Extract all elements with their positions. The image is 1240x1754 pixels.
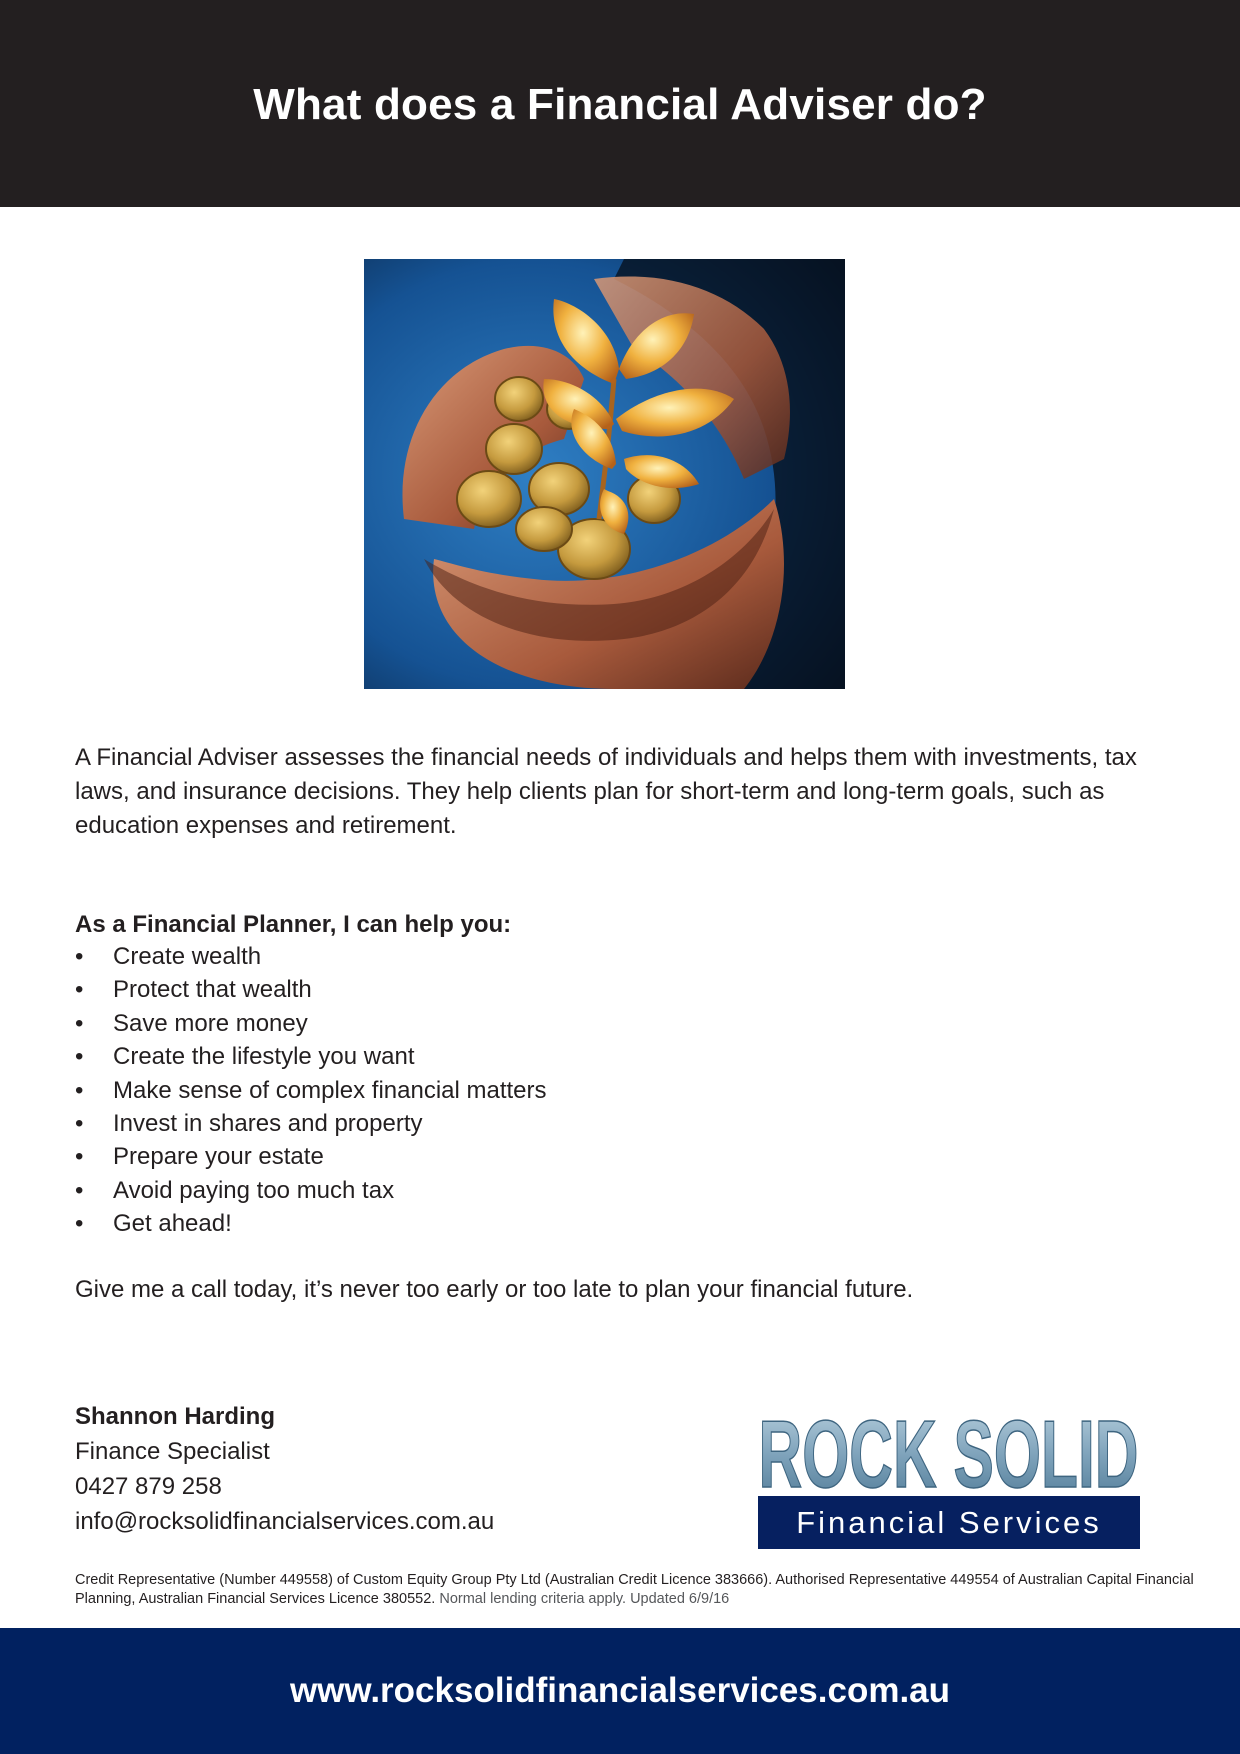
- logo-tagline: Financial Services: [796, 1504, 1102, 1540]
- benefits-list: [75, 940, 547, 1241]
- contact-email[interactable]: info@rocksolidfinancialservices.com.au: [75, 1508, 495, 1535]
- list-item: • Create the lifestyle you want: [75, 1040, 547, 1073]
- benefits-heading: As a Financial Planner, I can help you:: [75, 911, 512, 938]
- contact-name: Shannon Harding: [75, 1403, 275, 1430]
- logo-wordmark: [757, 1405, 1140, 1495]
- list-item: • Avoid paying too much tax: [75, 1174, 547, 1207]
- logo-word-text: ROCK SOLID: [758, 1405, 1139, 1495]
- list-item: • Prepare your estate: [75, 1140, 547, 1173]
- website-link[interactable]: www.rocksolidfinancialservices.com.au: [289, 1671, 951, 1710]
- list-item: • Save more money: [75, 1007, 547, 1040]
- footer-banner: [0, 1628, 1240, 1754]
- logo-tagline-bar: [758, 1496, 1140, 1549]
- header-banner: [0, 0, 1240, 207]
- disclaimer: [75, 1571, 1200, 1609]
- disclaimer-note: Normal lending criteria apply. Updated 6/9/16: [439, 1591, 730, 1607]
- page-title: What does a Financial Adviser do?: [253, 79, 987, 129]
- hero-image: [364, 259, 845, 689]
- list-item: • Make sense of complex financial matters: [75, 1074, 547, 1107]
- rock-solid-logo: [757, 1405, 1140, 1545]
- contact-block: [75, 1399, 494, 1539]
- list-item: • Invest in shares and property: [75, 1107, 547, 1140]
- list-item: • Protect that wealth: [75, 973, 547, 1006]
- disclaimer-main: Credit Representative (Number 449558) of Custom Equity Group Pty Ltd (Australian Credit Licence 383666). Authorised Representative 449554 of Australian Capital Financial Planning, Australian Financial Services Licence 380552.: [75, 1572, 1194, 1607]
- list-item: • Get ahead!: [75, 1207, 547, 1240]
- contact-phone[interactable]: 0427 879 258: [75, 1473, 222, 1500]
- contact-role: Finance Specialist: [75, 1438, 270, 1465]
- call-to-action: Give me a call today, it’s never too early or too late to plan your financial future.: [75, 1276, 914, 1303]
- intro-paragraph: A Financial Adviser assesses the financial needs of individuals and helps them with investments, tax laws, and insurance decisions. They help clients plan for short-term and long-term goals, such as education expenses and retirement.: [75, 744, 1137, 839]
- coins-plant-illustration: [364, 259, 845, 689]
- list-item: • Create wealth: [75, 940, 547, 973]
